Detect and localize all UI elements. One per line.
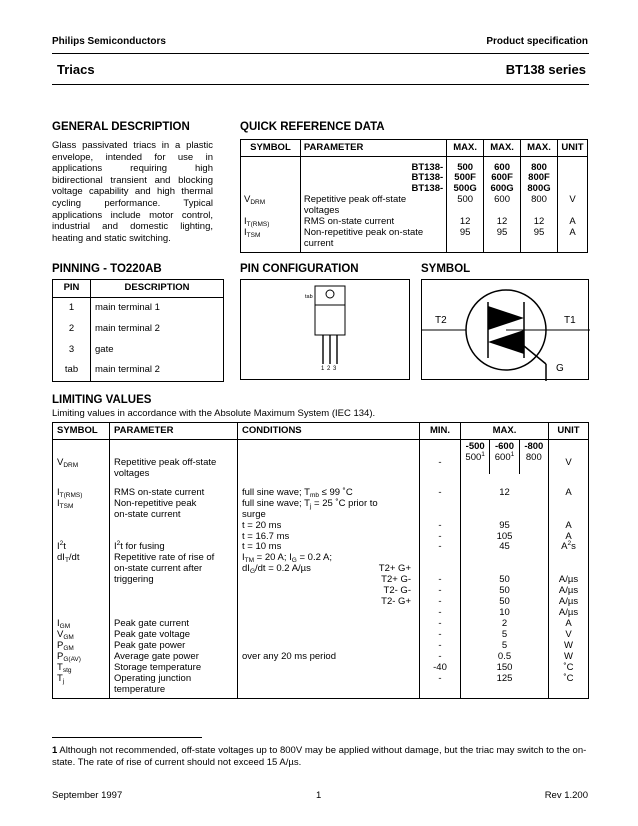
unit-superscript: 2	[567, 540, 572, 548]
quadrant: T2+ G+	[378, 563, 411, 575]
footnote-rule	[52, 737, 202, 738]
col-max-2: MAX.	[484, 140, 521, 157]
parameter: current	[303, 237, 334, 249]
tab-label: tab	[305, 294, 313, 300]
col-symbol: SYMBOL	[53, 423, 110, 440]
unit: A	[549, 532, 589, 543]
general-description-heading: GENERAL DESCRIPTION	[52, 121, 190, 133]
type-value: 600	[494, 161, 510, 173]
col-unit: UNIT	[557, 140, 587, 157]
condition: over any 20 ms period	[238, 652, 420, 663]
t1-label: T1	[564, 315, 576, 326]
pin-description: main terminal 2	[91, 361, 224, 382]
quadrant: T2- G+	[381, 595, 411, 607]
max-value: 2	[461, 619, 549, 630]
col-parameter: PARAMETER	[300, 140, 446, 157]
max-value: 5	[461, 641, 549, 652]
quadrant: T2+ G-	[381, 574, 411, 586]
type-row	[241, 163, 588, 196]
symbol-subscript: T	[64, 557, 69, 565]
type-value: 600G	[490, 183, 514, 195]
symbol: T	[57, 661, 63, 673]
header-rule-bottom	[52, 84, 589, 85]
symbol: /dt	[68, 552, 80, 564]
triac-symbol-icon	[422, 280, 590, 381]
symbol-box	[421, 279, 589, 380]
table-row	[53, 298, 224, 319]
limiting-header-row	[53, 423, 589, 440]
product-family: Triacs	[57, 62, 95, 77]
condition: = 20 A; I	[254, 552, 292, 564]
unit: W	[549, 652, 589, 663]
unit: A/µs	[558, 574, 579, 586]
max-value: 5	[461, 630, 549, 641]
parameter: Non-repetitive peak on-state	[303, 227, 424, 239]
quick-reference-table	[240, 139, 588, 253]
symbol: I	[57, 541, 60, 553]
symbol-subscript: GM	[59, 623, 71, 631]
value: 95	[521, 228, 558, 252]
symbol: t	[63, 541, 66, 553]
table-row	[241, 195, 588, 217]
min-value: -	[438, 607, 442, 619]
col-max-3: MAX.	[521, 140, 558, 157]
max-value: 12	[461, 488, 549, 499]
type-value: 800G	[527, 183, 551, 195]
pin-description: main terminal 1	[91, 298, 224, 319]
condition	[238, 619, 420, 630]
parameter: Repetitive peak off-state	[303, 194, 407, 206]
pin-configuration-box	[240, 279, 410, 380]
condition: t = 16.7 ms	[238, 532, 420, 543]
value: 600	[484, 195, 521, 217]
condition-subscript: j	[309, 502, 312, 510]
col-max-1: MAX.	[447, 140, 484, 157]
symbol: T	[57, 672, 63, 684]
table-row	[53, 361, 224, 382]
quadrant: T2- G-	[383, 585, 411, 597]
max-value: 150	[461, 663, 549, 674]
parameter: t for fusing	[120, 541, 165, 553]
symbol: dI	[57, 552, 65, 564]
value: 95	[484, 228, 521, 252]
type-value: 800	[531, 161, 547, 173]
parameter: Peak gate power	[110, 641, 238, 652]
max-value: 125	[461, 674, 549, 698]
unit: A	[557, 228, 587, 252]
type-column-header: -600	[494, 441, 514, 452]
pin-number: 3	[68, 343, 75, 355]
symbol: I	[244, 216, 247, 228]
parameter: on-state current after	[114, 563, 203, 575]
condition-subscript: mb	[309, 491, 319, 499]
pin-number: tab	[64, 364, 79, 376]
col-max: MAX.	[461, 423, 549, 440]
max-value: 50	[499, 574, 510, 586]
max-value: 45	[461, 542, 549, 553]
vdrm-row	[53, 440, 589, 480]
min-value: -	[438, 585, 442, 597]
type-value: 500G	[453, 183, 477, 195]
parameter: Peak gate voltage	[110, 630, 238, 641]
table-row	[53, 319, 224, 340]
condition: t = 10 ms	[238, 542, 420, 553]
type-value: 600F	[491, 172, 513, 184]
unit: ˚C	[549, 674, 589, 698]
header-rule-top	[52, 53, 589, 54]
parameter: Operating junction	[114, 672, 192, 684]
condition: = 25 ˚C prior to	[311, 497, 378, 509]
table-row	[241, 228, 588, 252]
footnote-number: 1	[52, 745, 58, 756]
symbol-subscript: T(RMS)	[59, 491, 83, 499]
condition: I	[242, 552, 245, 564]
parameter: temperature	[114, 683, 166, 695]
symbol-subscript: TSM	[59, 502, 74, 510]
symbol-subscript: GM	[63, 644, 74, 652]
parameter: RMS on-state current	[110, 488, 238, 499]
symbol-subscript: G(AV)	[63, 655, 81, 663]
symbol-subscript: GM	[63, 633, 74, 641]
parameter: Repetitive rate of rise of	[114, 552, 215, 564]
revision: Rev 1.200	[544, 790, 588, 801]
limiting-values-intro: Limiting values in accordance with the Absolute Maximum System (IEC 134).	[52, 408, 376, 419]
type-prefix: BT138-	[411, 183, 444, 195]
max-value: 0.5	[461, 652, 549, 663]
parameter: voltages	[303, 205, 340, 217]
min-value: -	[420, 488, 461, 499]
limiting-values-table	[52, 422, 589, 699]
min-value: -	[438, 596, 442, 608]
symbol-subscript: DRM	[63, 462, 79, 469]
condition-subscript: TM	[244, 557, 255, 565]
value: 12	[447, 217, 484, 228]
tj-row	[53, 674, 589, 698]
unit: A/µs	[558, 585, 579, 597]
value: 500	[447, 195, 484, 217]
symbol-subscript: TSM	[246, 232, 261, 240]
condition: /dt = 0.2 A/µs	[255, 563, 311, 575]
unit: A	[549, 488, 589, 499]
type-prefix: BT138-	[411, 172, 444, 184]
col-unit: UNIT	[549, 423, 589, 440]
max-value: 50	[499, 596, 510, 608]
unit: V	[549, 440, 589, 480]
symbol: P	[57, 650, 64, 662]
table-row	[53, 340, 224, 361]
quick-reference-header-row	[241, 140, 588, 157]
symbol: V	[57, 628, 64, 640]
type-prefix: BT138-	[411, 161, 444, 173]
limiting-values-heading: LIMITING VALUES	[52, 394, 152, 406]
parameter: Peak gate current	[110, 619, 238, 630]
document-type: Product specification	[486, 36, 588, 47]
symbol-subscript: T(RMS)	[246, 221, 270, 229]
company-name: Philips Semiconductors	[52, 36, 166, 47]
product-series: BT138 series	[505, 62, 586, 77]
didt-row	[53, 553, 589, 619]
condition: = 0.2 A;	[296, 552, 332, 564]
col-pin: PIN	[53, 280, 91, 298]
footnote-ref: 1	[510, 450, 515, 458]
condition: dI	[242, 563, 250, 575]
col-parameter: PARAMETER	[110, 423, 238, 440]
col-description: DESCRIPTION	[91, 280, 224, 298]
max-value: 105	[461, 532, 549, 543]
col-symbol: SYMBOL	[241, 140, 301, 157]
parameter: I	[114, 541, 117, 553]
parameter: Average gate power	[110, 652, 238, 663]
col-conditions: CONDITIONS	[238, 423, 420, 440]
symbol: V	[57, 457, 64, 468]
symbol: I	[57, 618, 60, 630]
unit: W	[549, 641, 589, 652]
parameter: Non-repetitive peak	[114, 497, 197, 509]
parameter: Repetitive peak off-state	[114, 457, 217, 468]
unit: V	[557, 195, 587, 217]
condition-subscript: G	[249, 568, 255, 576]
condition: surge	[242, 508, 266, 520]
symbol-subscript: j	[62, 677, 65, 685]
value: 95	[447, 228, 484, 252]
type-column-header: -500	[465, 441, 485, 452]
footnote-ref: 1	[481, 450, 485, 458]
parameter-superscript: 2	[116, 540, 121, 548]
condition: full sine wave; T	[242, 497, 310, 509]
parameter: RMS on-state current	[300, 217, 446, 228]
parameter: voltages	[114, 467, 150, 479]
min-value: -	[420, 674, 461, 698]
pin-description: main terminal 2	[91, 319, 224, 340]
t2-label: T2	[435, 315, 447, 326]
pin-number: 1	[68, 301, 75, 313]
max-value: 95	[461, 521, 549, 532]
min-value: -	[420, 521, 461, 532]
symbol: V	[244, 194, 251, 206]
min-value: -	[420, 440, 461, 480]
type-value: 500F	[454, 172, 476, 184]
unit: ˚C	[549, 663, 589, 674]
symbol: I	[57, 497, 60, 509]
footer-date: September 1997	[52, 790, 123, 801]
pin-description: gate	[91, 340, 224, 361]
symbol: P	[57, 639, 64, 651]
unit: A	[549, 619, 589, 630]
itsm-row	[53, 499, 589, 521]
table-row	[53, 521, 589, 532]
condition: ≤ 99 ˚C	[318, 486, 353, 498]
general-description-text: Glass passivated triacs in a plastic envelope, intended for use in applications requiring high bidirectional transient and blocking voltage capability and high thermal cycling performance. Typical applications include motor control, industrial and domestic lighting, heating and static switching.	[52, 140, 213, 244]
min-value: -	[420, 619, 461, 630]
unit: A	[557, 217, 587, 228]
condition: full sine wave; T	[242, 486, 310, 498]
pin-number: 2	[68, 322, 75, 334]
unit: A	[561, 541, 568, 553]
condition	[238, 630, 420, 641]
symbol: I	[244, 227, 247, 239]
value: 12	[484, 217, 521, 228]
min-value: -	[438, 574, 442, 586]
min-value: -	[420, 641, 461, 652]
min-value: -	[420, 532, 461, 543]
max-value: 800	[525, 451, 542, 463]
value: 12	[521, 217, 558, 228]
symbol-subscript: DRM	[250, 199, 266, 207]
condition-subscript: G	[291, 557, 297, 565]
min-value: -	[420, 542, 461, 553]
type-column-header: -800	[524, 441, 544, 452]
pinning-table	[52, 279, 224, 382]
type-value: 500	[457, 161, 474, 173]
symbol: I	[57, 486, 60, 498]
unit: V	[549, 630, 589, 641]
pin-numbers-label: 1 2 3	[321, 366, 337, 372]
max-value: 10	[499, 607, 510, 619]
symbol-heading: SYMBOL	[421, 263, 471, 275]
pin-configuration-heading: PIN CONFIGURATION	[240, 263, 359, 275]
unit: s	[571, 541, 576, 553]
min-value: -	[420, 652, 461, 663]
min-value: -40	[420, 663, 461, 674]
value: 800	[521, 195, 558, 217]
max-value: 600	[494, 451, 511, 463]
quick-reference-heading: QUICK REFERENCE DATA	[240, 121, 385, 133]
condition	[238, 663, 420, 674]
unit: A/µs	[558, 596, 579, 608]
parameter: Storage temperature	[110, 663, 238, 674]
condition: t = 20 ms	[238, 521, 420, 532]
gate-label: G	[556, 363, 564, 374]
min-value: -	[420, 630, 461, 641]
symbol-superscript: 2	[59, 540, 64, 548]
pinning-heading: PINNING - TO220AB	[52, 263, 162, 275]
parameter: on-state current	[114, 508, 181, 520]
col-min: MIN.	[420, 423, 461, 440]
parameter: triggering	[114, 574, 154, 586]
symbol-subscript: stg	[62, 666, 72, 674]
max-value: 500	[465, 451, 482, 463]
pinning-header-row	[53, 280, 224, 298]
max-value: 50	[499, 585, 510, 597]
footnote	[52, 745, 588, 768]
page-number: 1	[316, 790, 322, 801]
type-value: 800F	[528, 172, 550, 184]
footnote-text: Although not recommended, off-state voltages up to 800V may be applied without damage, but the triac may switch to the on-state. The rate of rise of current should not exceed 15 A/µs.	[52, 745, 587, 768]
unit: A	[549, 521, 589, 532]
unit: A/µs	[558, 607, 579, 619]
